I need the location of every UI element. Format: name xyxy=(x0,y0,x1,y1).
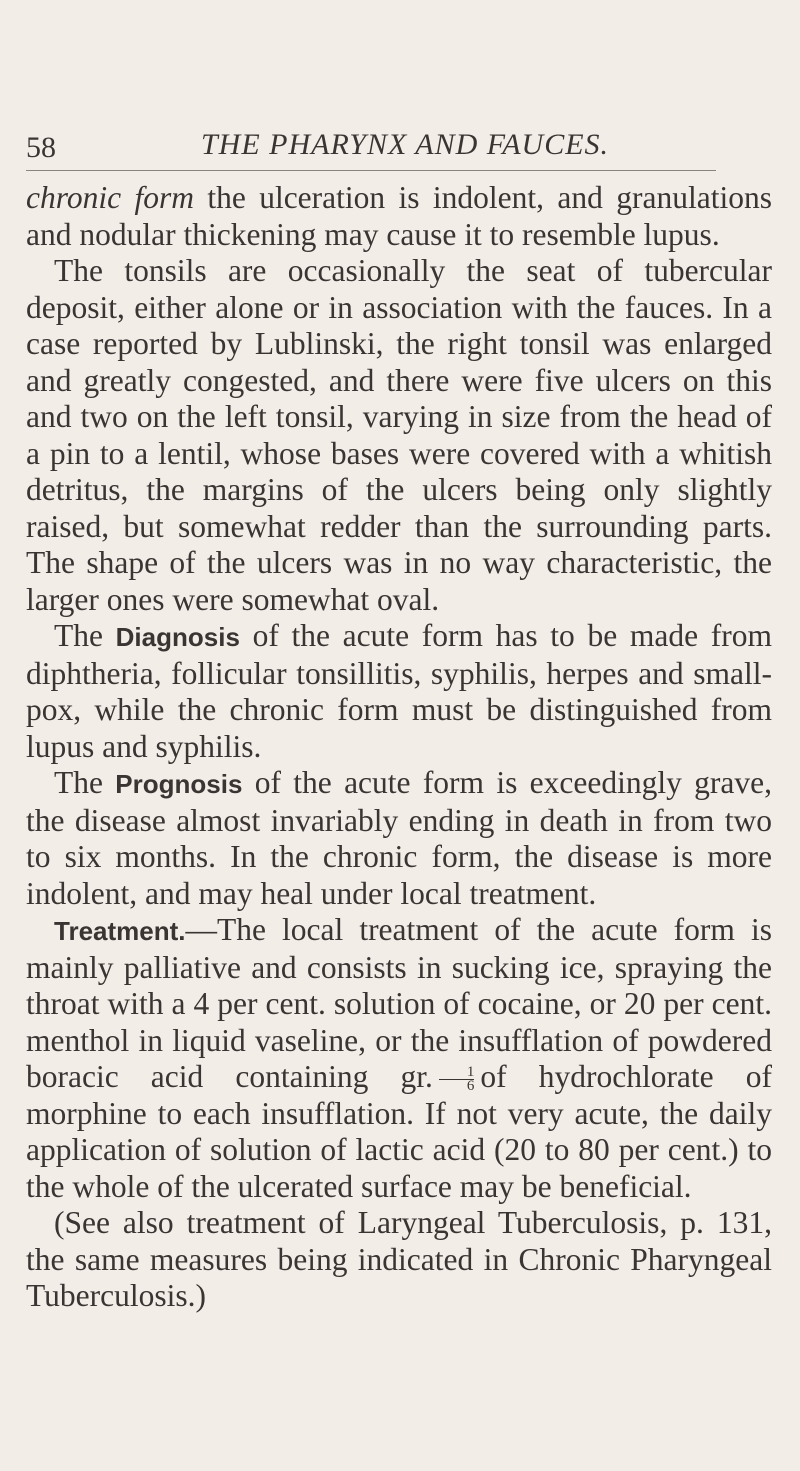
paragraph-text: —The local treatment of the acute form is mainly palliative and consists in sucking ice, spraying the throat with a 4 per cent. solution of cocaine, or 20 per cent. menthol in liquid vaseline, or the insufflation of powdered boracic acid containing gr. xyxy=(26,912,772,1094)
paragraph-treatment xyxy=(26,912,772,1205)
running-header xyxy=(26,118,716,171)
page-number: 58 xyxy=(26,131,56,164)
paragraph-lead: The xyxy=(54,765,116,800)
paragraph-lead: The xyxy=(54,618,116,653)
diagnosis-heading: Diagnosis xyxy=(115,622,240,652)
paragraph-tonsils xyxy=(26,253,772,618)
dose-fraction xyxy=(439,1066,475,1093)
paragraph-prognosis xyxy=(26,765,772,912)
body-text xyxy=(26,180,772,1315)
fraction-denominator: 6 xyxy=(466,1078,475,1095)
paragraph-text: (See also treatment of Laryngeal Tuberculosis, p. 131, the same measures being indicated in Chronic Pharyngeal Tuberculosis.) xyxy=(26,1205,772,1313)
paragraph-chronic-form xyxy=(26,180,772,253)
fraction-numerator: 1 xyxy=(439,1066,475,1080)
paragraph-see-also xyxy=(26,1205,772,1315)
running-title: THE PHARYNX AND FAUCES. xyxy=(201,128,610,161)
prognosis-heading: Prognosis xyxy=(115,769,243,799)
paragraph-text: of the acute form has to be made from diphtheria, follicular tonsillitis, syphilis, herpes and small-pox, while the chronic form must be distinguished from lupus and syphilis. xyxy=(26,618,772,764)
paragraph-text: of the acute form is exceedingly grave, the disease almost invariably ending in death in from two to six months. In the chronic form, the disease is more indolent, and may heal under local treatment. xyxy=(26,765,772,911)
treatment-heading: Treatment. xyxy=(54,916,186,946)
paragraph-text: of hydrochlorate of morphine to each insufflation. If not very acute, the daily application of solution of lactic acid (20 to 80 per cent.) to the whole of the ulcerated surface may be beneficial. xyxy=(26,1059,773,1204)
paragraph-text: the ulceration is indolent, and granulations and nodular thickening may cause it to resemble lupus. xyxy=(26,180,772,252)
paragraph-diagnosis xyxy=(26,618,772,765)
paragraph-text: The tonsils are occasionally the seat of tubercular deposit, either alone or in association with the fauces. In a case reported by Lublinski, the right tonsil was enlarged and greatly congested, and there were five ulcers on this and two on the left tonsil, varying in size from the head of a pin to a lentil, whose bases were covered with a whitish detritus, the margins of the ulcers being only slightly raised, but somewhat redder than the surrounding parts. The shape of the ulcers was in no way characteristic, the larger ones were somewhat oval. xyxy=(26,253,772,617)
italic-lead: chronic form xyxy=(26,180,194,215)
